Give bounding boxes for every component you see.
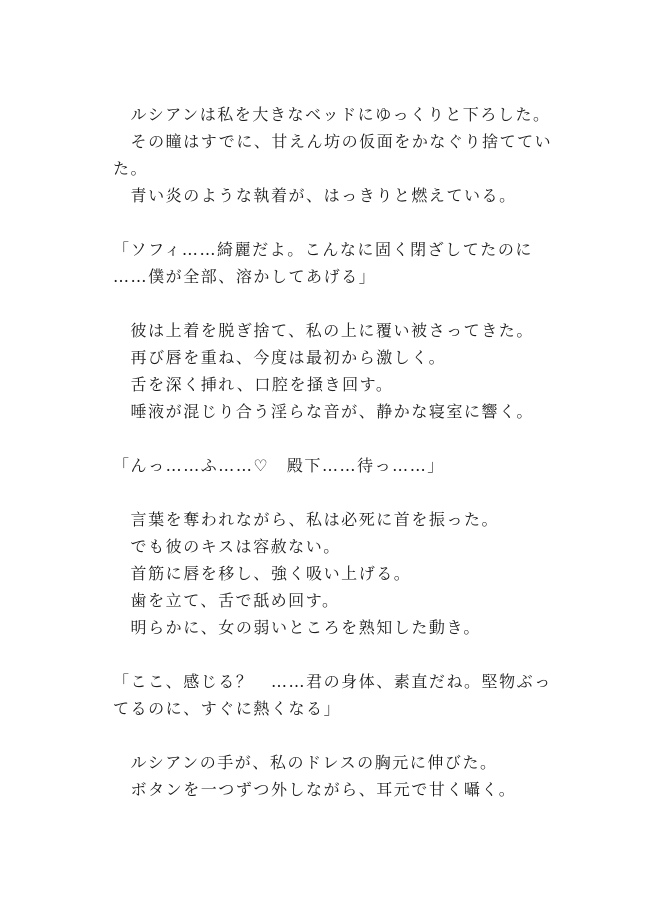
text-line: 歯を立て、舌で舐め回す。	[113, 591, 340, 610]
text-line: 明らかに、女の弱いところを熟知した動き。	[113, 618, 481, 637]
text-line: ルシアンの手が、私のドレスの胸元に伸びた。	[113, 753, 498, 772]
text-line: ルシアンは私を大きなベッドにゆっくりと下ろした。	[113, 105, 551, 124]
text-line: 「ここ、感じる？ ……君の身体、素直だね。堅物ぶっ	[113, 672, 552, 691]
text-line: 唾液が混じり合う淫らな音が、静かな寝室に響く。	[113, 402, 534, 421]
text-line: 首筋に唇を移し、強く吸い上げる。	[113, 564, 412, 583]
body-text	[113, 101, 553, 803]
text-line: その瞳はすでに、甘えん坊の仮面をかなぐり捨ててい	[113, 132, 553, 151]
text-line: 「ソフィ……綺麗だよ。こんなに固く閉ざしてたのに	[113, 240, 533, 259]
text-line: でも彼のキスは容赦ない。	[113, 537, 341, 556]
blank-line	[113, 425, 553, 452]
text-line: ……僕が全部、溶かしてあげる」	[113, 267, 377, 286]
text-line: た。	[113, 159, 149, 178]
text-line: てるのに、すぐに熱くなる」	[113, 699, 342, 718]
text-line: 青い炎のような執着が、はっきりと燃えている。	[113, 186, 517, 205]
blank-line	[113, 641, 553, 668]
blank-line	[113, 290, 553, 317]
text-line: 舌を深く挿れ、口腔を掻き回す。	[113, 375, 394, 394]
blank-line	[113, 209, 553, 236]
text-line: 彼は上着を脱ぎ捨て、私の上に覆い被さってきた。	[113, 321, 534, 340]
text-line: ボタンを一つずつ外しながら、耳元で甘く囁く。	[113, 780, 517, 799]
text-line: 「んっ……ふ……♡ 殿下……待っ……」	[113, 456, 445, 475]
text-line: 再び唇を重ね、今度は最初から激しく。	[113, 348, 447, 367]
blank-line	[113, 722, 553, 749]
text-line: 言葉を奪われながら、私は必死に首を振った。	[113, 510, 500, 529]
blank-line	[113, 479, 553, 506]
